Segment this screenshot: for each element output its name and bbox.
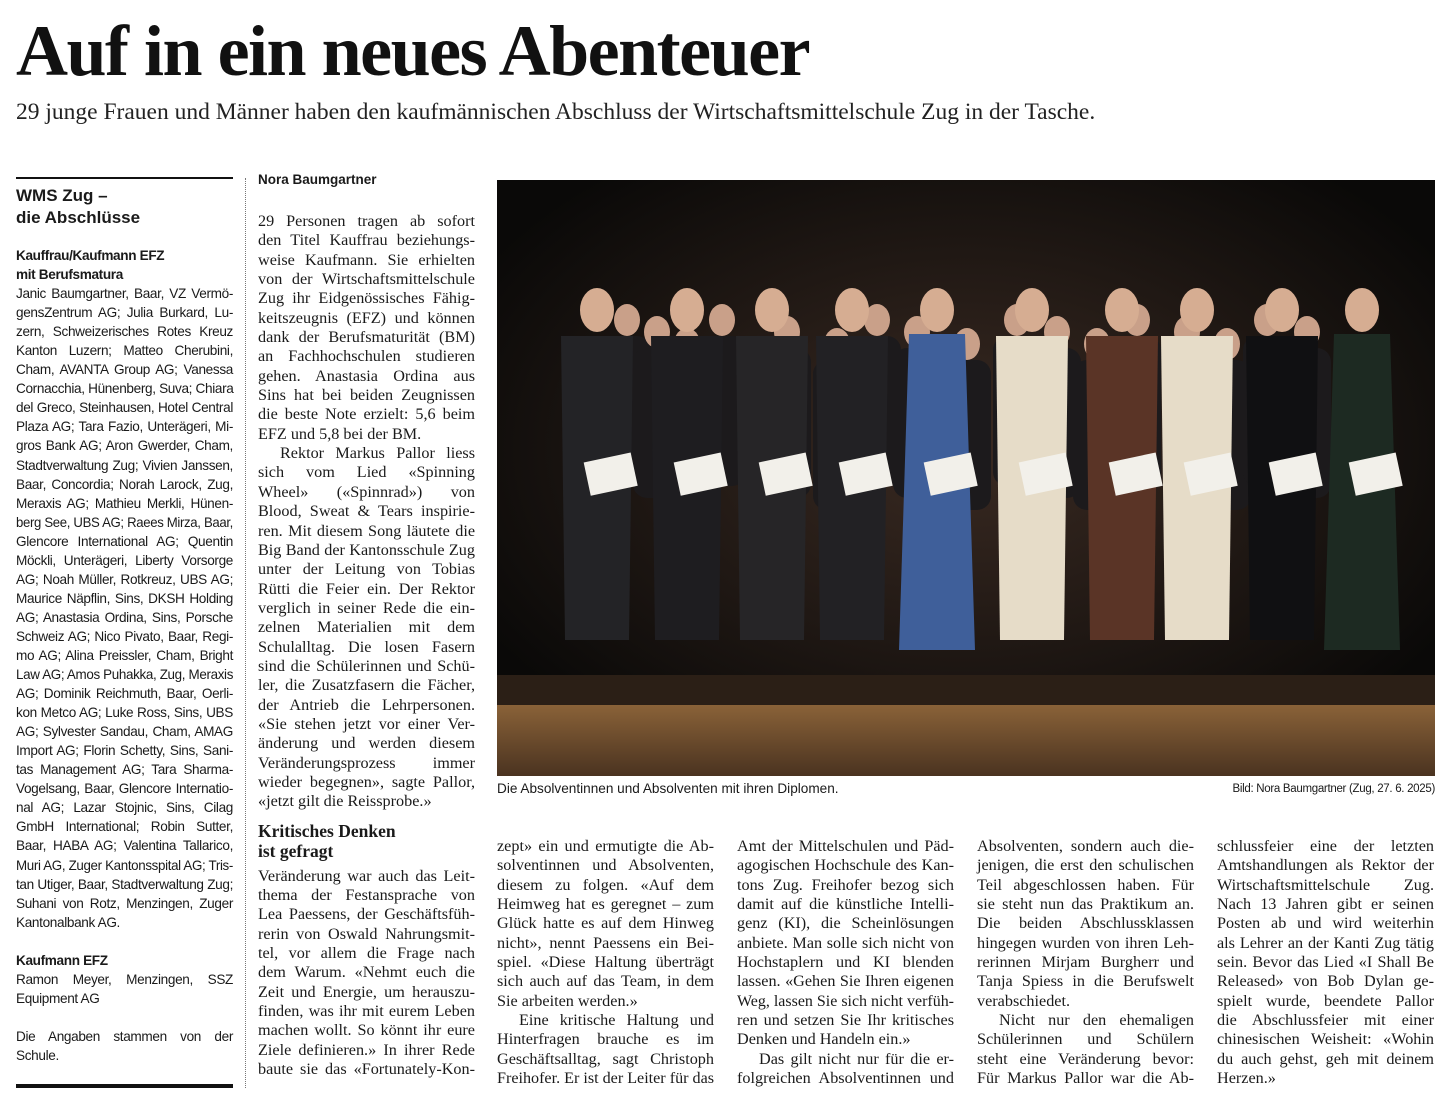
text-line: Meraxis AG; Mathieu Merkli, Hünen- (16, 495, 233, 511)
text-line: Vogelsang, Baar, Glencore Internatio- (16, 781, 233, 797)
text-line: Released» von Bob Dylan ge- (1217, 972, 1434, 991)
text-line: «Sie stehen jetzt vor einer Ver- (258, 714, 475, 733)
text-line: die Abschlussfeier mit einer (1217, 1011, 1434, 1030)
text-line: AG; Anastasia Ordina, Sins, Porsche (16, 609, 233, 625)
text-line: AG; Sylvester Sandau, Cham, AMAG (16, 724, 233, 740)
text-line: Suhani von Rotz, Menzingen, Zuger (16, 895, 233, 911)
sidebar-section-heading (16, 246, 233, 284)
text-line: Absolventen, sondern auch die- (977, 837, 1194, 855)
text-line: Posten ab und wird weiterhin (1217, 914, 1434, 933)
text-line: chinesischen Weisheit: «Wohin (1217, 1030, 1434, 1049)
sidebar-section-heading (16, 951, 233, 970)
text-line: Rektor Markus Pallor liess (280, 444, 475, 463)
text-line: genz (KI), die Scheinlösungen (737, 914, 954, 933)
paragraph (737, 837, 954, 1050)
text-line: Cham, AVANTA Group AG; Vanessa (16, 362, 233, 378)
article-column-5 (1217, 837, 1434, 1088)
text-line: mit Berufsmatura (16, 267, 123, 283)
text-line: Nicht nur den ehemaligen (999, 1011, 1194, 1030)
text-line: Die Angaben stammen von der (16, 1028, 233, 1044)
text-line: sind die Schülerinnen und Schü- (258, 656, 475, 675)
text-line: Schulalltag. Die losen Fasern (258, 637, 475, 656)
article-column-2 (497, 837, 714, 1088)
person-head (835, 288, 869, 332)
text-line: Lea Paessens, der Geschäftsfüh- (258, 905, 475, 924)
paragraph (737, 1050, 954, 1089)
person-head (1105, 288, 1139, 332)
text-line: hingegen wurden von ihren Leh- (977, 933, 1194, 952)
text-line: der Antrieb die Lehrpersonen. (258, 695, 475, 714)
text-line: Ramon Meyer, Menzingen, SSZ (16, 971, 233, 987)
text-line: Teil abgeschlossen haben. Für (977, 875, 1194, 894)
text-line: machen wollt. So könnt ihr eure (258, 1021, 475, 1040)
text-line: tel, vor allem die Frage nach (258, 944, 475, 963)
text-line: 29 Personen tragen ab sofort (258, 212, 475, 230)
text-line: Muri AG, Zuger Kantonsspital AG; Tris- (16, 857, 233, 873)
text-line: «jetzt gilt die Reissprobe.» (258, 792, 432, 811)
text-line: Nach 13 Jahren gibt er seinen (1217, 895, 1434, 914)
text-line: Zug ihr Eidgenössisches Fähig- (258, 289, 475, 308)
text-line: Geschäftsalltag, sagt Christoph (497, 1049, 714, 1068)
text-line: Ziele definieren.» In ihrer Rede (258, 1040, 475, 1059)
text-line: verabschiedet. (977, 991, 1071, 1010)
text-line: Cornacchia, Hünenberg, Suva; Chiara (16, 381, 234, 397)
text-line: Blood, Sweat & Tears inspirie- (258, 502, 475, 521)
text-line: nicht», nennt Paessens ein Bei- (497, 933, 714, 952)
text-line: von der Wirtschaftsmittelschule (258, 270, 475, 289)
paragraph (258, 212, 475, 444)
text-line: gensZentrum AG; Julia Burkard, Lu- (16, 305, 233, 321)
text-line: Sie arbeiten werden.» (497, 991, 638, 1010)
text-line: spiel. «Diese Haltung überträgt (497, 953, 714, 972)
column-divider (245, 178, 246, 1088)
text-line: gehen. Anastasia Ordina aus (258, 366, 475, 385)
text-line: Veränderungsprozess immer (258, 753, 475, 772)
text-line: Hinterfragen brauche es im (497, 1030, 714, 1049)
text-line: spielt wurde, beendete Pallor (1217, 991, 1434, 1010)
paragraph (977, 837, 1194, 1011)
text-line: zern, Schweizerisches Rotes Kreuz (16, 324, 233, 340)
photo-credit: Bild: Nora Baumgartner (Zug, 27. 6. 2025) (1232, 783, 1435, 795)
text-line: zept» ein und ermutigte die Ab- (497, 837, 714, 855)
text-line: dank der Berufsmaturität (BM) (258, 328, 475, 347)
text-line: rerin von Oswald Nahrungsmit- (258, 924, 475, 943)
text-line: Import AG; Florin Schetty, Sins, Sani- (16, 743, 233, 759)
text-line: thema der Festansprache von (258, 886, 475, 904)
article-column-1 (258, 212, 475, 1079)
byline: Nora Baumgartner (258, 172, 377, 187)
paragraph (258, 444, 475, 812)
person-head (755, 288, 789, 332)
text-line: Amt der Mittelschulen und Päd- (737, 837, 954, 855)
text-line: Kanton Luzern; Matteo Cherubini, (16, 343, 233, 359)
text-line: AG; Noah Müller, Rotkreuz, UBS AG; (16, 571, 233, 587)
text-line: diesem zu folgen. «Auf dem (497, 875, 714, 894)
text-line: an Fachhochschulen studieren (258, 347, 475, 366)
text-line: Das gilt nicht nur für die er- (759, 1049, 954, 1068)
person-head (1180, 288, 1214, 332)
stage-front (497, 705, 1435, 776)
text-line: solventinnen und Absolventen, (497, 856, 714, 875)
text-line: anbiete. Man solle sich nicht von (737, 933, 954, 952)
text-line: Plaza AG; Tara Fazio, Unterägeri, Mi- (16, 419, 233, 435)
text-line: Schülerinnen und Schülern (977, 1030, 1194, 1049)
text-line: Maurice Näpflin, Sins, DKSH Holding (16, 590, 233, 606)
text-line: nal AG; Lazar Stojnic, Sins, Cilag (16, 800, 233, 816)
person-head (1345, 288, 1379, 332)
text-line: Equipment AG (16, 990, 100, 1006)
text-line: baute sie das «Fortunately-Kon- (258, 1060, 475, 1079)
text-line: Baar, Concordia; Norah Larock, Zug, (16, 476, 233, 492)
person-head (1265, 288, 1299, 332)
text-line: änderung und werden diesem (258, 734, 475, 753)
text-line: Zeit und Energie, um herauszu- (258, 982, 475, 1001)
text-line: Baar, HABA AG; Valentina Tallarico, (16, 838, 233, 854)
text-line: Wheel» («Spinnrad») von (258, 482, 475, 501)
text-line: damit auf die künstliche Intelli- (737, 895, 954, 914)
person-head (709, 304, 735, 336)
sidebar-section (16, 1027, 233, 1065)
text-line: sein. Bevor das Lied «I Shall Be (1217, 953, 1434, 972)
text-line: Veränderung war auch das Leit- (258, 866, 475, 885)
text-line: Law AG; Amos Puhakka, Zug, Meraxis (16, 667, 234, 683)
text-line: keitszeugnis (EFZ) und können (258, 308, 475, 327)
text-line: Für Markus Pallor war die Ab- (977, 1069, 1194, 1088)
text-line: GmbH International; Robin Sutter, (16, 819, 233, 835)
text-line: Kauffrau/Kaufmann EFZ (16, 248, 165, 263)
text-line: ren und setzen Sie Ihr kritisches (737, 1011, 954, 1030)
person-head (614, 304, 640, 336)
text-line: Denken und Handeln ein.» (737, 1030, 911, 1049)
text-line: die beste Note erzielt: 5,6 beim (258, 405, 475, 424)
text-line: verglich in seiner Rede die ein- (258, 598, 475, 617)
sidebar-infobox (16, 177, 233, 1065)
text-line: folgreichen Absolventinnen und (737, 1069, 954, 1088)
text-line: Schweiz AG; Nico Pivato, Baar, Regi- (16, 628, 233, 644)
text-line: lassen. «Gehen Sie Ihren eigenen (737, 972, 954, 991)
text-line: Tanja Spiess in die Berufswelt (977, 972, 1194, 991)
text-line: den Titel Kauffrau beziehungs- (258, 231, 475, 250)
text-line: del Greco, Steinhausen, Hotel Central (16, 400, 233, 416)
text-line: dem Warum. «Nehmt euch die (258, 963, 475, 982)
text-line: kon Metco AG; Luke Ross, Sins, UBS (16, 705, 233, 721)
text-line: Kantonalbank AG. (16, 914, 120, 930)
text-line: als Lehrer an der Kanti Zug tätig (1217, 933, 1434, 952)
photo-caption: Die Absolventinnen und Absolventen mit ihren Diplomen. (497, 781, 839, 796)
article-column-4 (977, 837, 1194, 1088)
text-line: tan Utiger, Baar, Stadtverwaltung Zug; (16, 876, 233, 892)
sidebar-title: WMS Zug – die Abschlüsse (16, 186, 141, 227)
photo-graduates (497, 180, 1435, 776)
text-line: weise Kaufmann. Sie erhielten (258, 250, 475, 269)
text-line: gros Bank AG; Aron Gwerder, Cham, (16, 438, 233, 454)
text-line: mo AG; Alina Preissler, Cham, Bright (16, 647, 233, 663)
text-line: Big Band der Kantonsschule Zug (258, 540, 475, 559)
paragraph (977, 1011, 1194, 1088)
text-line: Hochstaplern und KI blenden (737, 953, 954, 972)
text-line: zelnen Materialien mit dem (258, 618, 475, 637)
text-line: unter der Leitung von Tobias (258, 560, 475, 579)
paragraph (497, 837, 714, 1011)
subheading-line: ist gefragt (258, 840, 334, 861)
text-line: Stadtverwaltung Zug; Vivien Janssen, (16, 457, 233, 473)
text-line: Heimweg hat es geregnet – zum (497, 895, 714, 914)
text-line: Möckli, Unterägeri, Liberty Vorsorge (16, 552, 233, 568)
text-line: wieder begegnen», sagte Pallor, (258, 772, 475, 791)
text-line: ren. Mit diesem Song läutete die (258, 521, 475, 540)
stage-edge (497, 675, 1435, 705)
sidebar-bottom-rule (16, 1084, 233, 1088)
person-head (670, 288, 704, 332)
article-column-3 (737, 837, 954, 1088)
text-line: Freihofer. Er ist der Leiter für das (497, 1069, 715, 1088)
person-head (580, 288, 614, 332)
text-line: Glück hatte es auf dem Hinweg (497, 914, 714, 933)
text-line: Kaufmann EFZ (16, 952, 108, 968)
text-line: Sins hat bei beiden Zeugnissen (258, 386, 475, 405)
text-line: Weg, lassen Sie sich nicht verfüh- (737, 991, 954, 1010)
text-line: sie steht nun das Praktikum an. (977, 895, 1194, 914)
text-line: tas Management AG; Tara Sharma- (16, 762, 233, 778)
text-line: Schule. (16, 1047, 59, 1063)
text-line: du auch gehst, geh mit deinem (1217, 1049, 1434, 1068)
text-line: finden, was ihr mit eurem Leben (258, 1002, 475, 1021)
text-line: Janic Baumgartner, Baar, VZ Vermö- (16, 286, 233, 302)
text-line: jenigen, die erst den schulischen (977, 856, 1194, 875)
sidebar-section (16, 246, 233, 932)
paragraph (497, 1011, 714, 1088)
text-line: Glencore International AG; Quentin (16, 533, 233, 549)
person-head (920, 288, 954, 332)
paragraph (258, 867, 475, 1080)
text-line: Herzen.» (1217, 1069, 1276, 1088)
text-line: schlussfeier eine der letzten (1217, 837, 1434, 855)
text-line: Die beiden Abschlussklassen (977, 914, 1194, 933)
text-line: sich vom Lied «Spinning (258, 463, 475, 482)
person-head (1015, 288, 1049, 332)
text-line: tons Zug. Freihofer bezog sich (737, 875, 954, 894)
paragraph (1217, 837, 1434, 1088)
text-line: rerinnen Mirjam Burgherr und (977, 953, 1194, 972)
subtitle: 29 junge Frauen und Männer haben den kaufmännischen Abschluss der Wirtschaftsmittelschule Zug in der Tasche. (16, 99, 1096, 125)
text-line: ler, die Zusatzfasern die Fächer, (258, 676, 475, 695)
text-line: sich auch auf das Team, in dem (497, 972, 714, 991)
subheading-line: Kritisches Denken (258, 820, 396, 841)
text-line: Rütti die Feier ein. Der Rektor (258, 579, 475, 598)
text-line: Amtshandlungen als Rektor der (1217, 856, 1434, 875)
text-line: berg See, UBS AG; Raees Mirza, Baar, (16, 514, 233, 530)
text-line: steht eine Veränderung bevor: (977, 1049, 1194, 1068)
text-line: Wirtschaftsmittelschule Zug. (1217, 875, 1434, 894)
text-line: agogischen Hochschule des Kan- (737, 856, 954, 875)
text-line: AG; Dominik Reichmuth, Baar, Oerli- (16, 686, 233, 702)
sidebar-section (16, 951, 233, 1008)
text-line: EFZ und 5,8 bei der BM. (258, 424, 422, 443)
text-line: Eine kritische Haltung und (519, 1011, 714, 1030)
subheading (258, 821, 475, 861)
headline: Auf in ein neues Abenteuer (16, 11, 810, 91)
